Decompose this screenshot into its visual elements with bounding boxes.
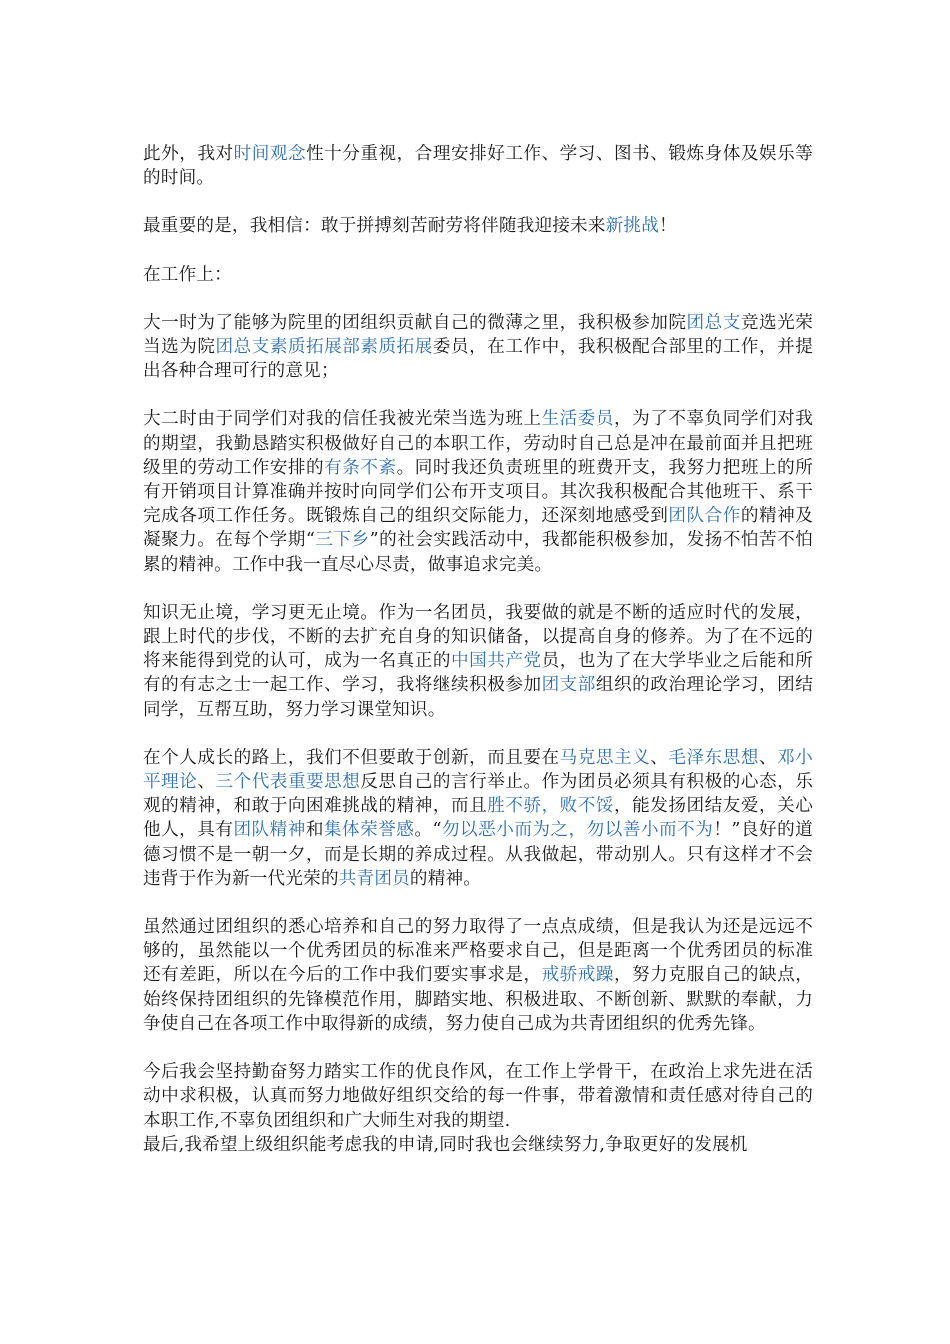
paragraph-9 [143,1060,813,1133]
body-text: 最后,我希望上级组织能考虑我的申请,同时我也会继续努力,争取更好的发展机 [143,1134,748,1155]
paragraph-7 [143,746,813,891]
paragraph-6 [143,601,813,722]
hyperlink[interactable]: 邓小平理论 [143,747,813,793]
body-text: 大二时由于同学们对我的信任我被光荣当选为班上 [143,409,542,430]
hyperlink[interactable]: 胜不骄，败不馁 [487,796,615,817]
body-text: 、 [758,747,778,768]
body-text: ！ [659,216,677,237]
hyperlink[interactable]: 生活委员 [541,409,615,430]
body-text: 反思自己的言行举止。作为团员必须具有积极的心态，乐观的精神，和敢于向困难挑战的精神，而且 [143,772,813,817]
body-text: 最重要的是，我相信：敢于拼搏刻苦耐劳将伴随我迎接未来 [143,216,606,237]
hyperlink[interactable]: 马克思主义 [559,747,651,768]
hyperlink[interactable]: 三个代表重要思想 [215,772,361,793]
hyperlink[interactable]: 三下乡 [315,530,370,551]
hyperlink[interactable]: 集体荣誉感 [323,820,415,841]
hyperlink[interactable]: 团支部 [541,675,596,696]
body-text: 性十分重视，合理安排好工作、学习、图书、锻炼身体及娱乐等的时间。 [143,144,813,189]
body-text: ”的社会实践活动中，我都能积极参加，发扬不怕苦不怕累的精神。工作中我一直尽心尽责，做事追求完美。 [143,530,814,575]
paragraph-10 [143,1133,813,1157]
body-text: 在个人成长的路上，我们不但要敢于创新，而且要在 [143,747,560,768]
body-text: 此外，我对 [143,144,234,164]
paragraph-5 [143,407,813,576]
body-text: 竞选光荣当选为院 [143,312,813,358]
hyperlink[interactable]: 勿以恶小而为之，勿以善小而不为 [441,820,714,841]
hyperlink[interactable]: 共青团员 [338,868,410,889]
paragraph-3 [143,263,813,287]
body-text: 的精神及凝聚力。在每个学期“ [143,506,813,551]
body-text: 大一时为了能够为院里的团组织贡献自己的微薄之里，我积极参加院 [143,312,687,333]
hyperlink[interactable]: 戒骄戒躁 [541,965,615,986]
body-text: ，为了不辜负同学们对我的期望，我勤恳踏实积极做好自己的本职工作，劳动时自己总是冲在最前面并且把班级里的劳动工作安排的 [143,409,813,478]
body-text: 。“ [414,820,442,841]
hyperlink[interactable]: 团队合作 [668,506,741,527]
body-text: 今后我会坚持勤奋努力踏实工作的优良作风，在工作上学骨干，在政治上求先进在活动中求积极，认真而努力地做好组织交给的每一件事，带着激情和责任感对待自己的本职工作,不辜负团组织和广大师生对我的期望. [143,1062,813,1131]
body-text: 组织的政治理论学习，团结同学，互帮互助，努力学习课堂知识。 [143,675,813,720]
paragraph-8 [143,915,813,1036]
hyperlink[interactable]: 有条不紊 [324,457,397,478]
hyperlink[interactable]: 团总支 [686,312,741,333]
hyperlink[interactable]: 中国共产党 [450,651,542,672]
hyperlink[interactable]: 毛泽东思想 [668,747,759,768]
body-text: ，努力克服自己的缺点，始终保持团组织的先锋模范作用，脚踏实地、积极进取、不断创新、默默的奉献，力争使自己在各项工作中取得新的成绩，努力使自己成为共青团组织的优秀先锋。 [143,965,813,1034]
hyperlink[interactable]: 新挑战 [605,216,660,237]
paragraph-4 [143,311,813,384]
hyperlink[interactable]: 团总支素质拓展部素质拓展 [215,337,433,358]
body-text: ！”良好的道德习惯不是一朝一夕，而是长期的养成过程。从我做起，带动别人。只有这样才不会违背于作为新一代光荣的 [143,820,813,889]
body-text: 和 [305,820,324,841]
body-text: ，能发扬团结友爱，关心他人，具有 [143,796,814,841]
body-text: 。同时我还负责班里的班费开支，我努力把班上的所有开销项目计算准确并按时向同学们公布开支项目。其次我积极配合其他班干、系干完成各项工作任务。既锻炼自己的组织交际能力，还深刻地感受到 [143,457,813,527]
body-text: 虽然通过团组织的悉心培养和自己的努力取得了一点点成绩，但是我认为还是远远不够的，虽然能以一个优秀团员的标准来严格要求自己，但是距离一个优秀团员的标准还有差距，所以在今后的工作中我们要实事求是， [143,917,813,986]
paragraph-2 [143,214,813,238]
body-text: 、 [197,772,216,793]
body-text: 委员，在工作中，我积极配合部里的工作，并提出各种合理可行的意见； [143,337,813,382]
paragraph-1 [143,142,813,190]
hyperlink[interactable]: 团队精神 [233,820,306,841]
body-text: 在工作上： [143,264,232,285]
body-text: 员，也为了在大学毕业之后能和所有的有志之士一起工作、学习，我将继续积极参加 [143,651,813,696]
hyperlink[interactable]: 时间观念 [233,144,307,164]
body-text: 的精神。 [409,868,482,889]
body-text: 、 [650,747,669,768]
body-text: 知识无止境，学习更无止境。作为一名团员，我要做的就是不断的适应时代的发展，跟上时代的步伐，不断的去扩充自身的知识储备，以提高自身的修养。为了在不远的将来能得到党的认可，成为一名真正的 [143,602,813,672]
document-body [143,142,813,1181]
